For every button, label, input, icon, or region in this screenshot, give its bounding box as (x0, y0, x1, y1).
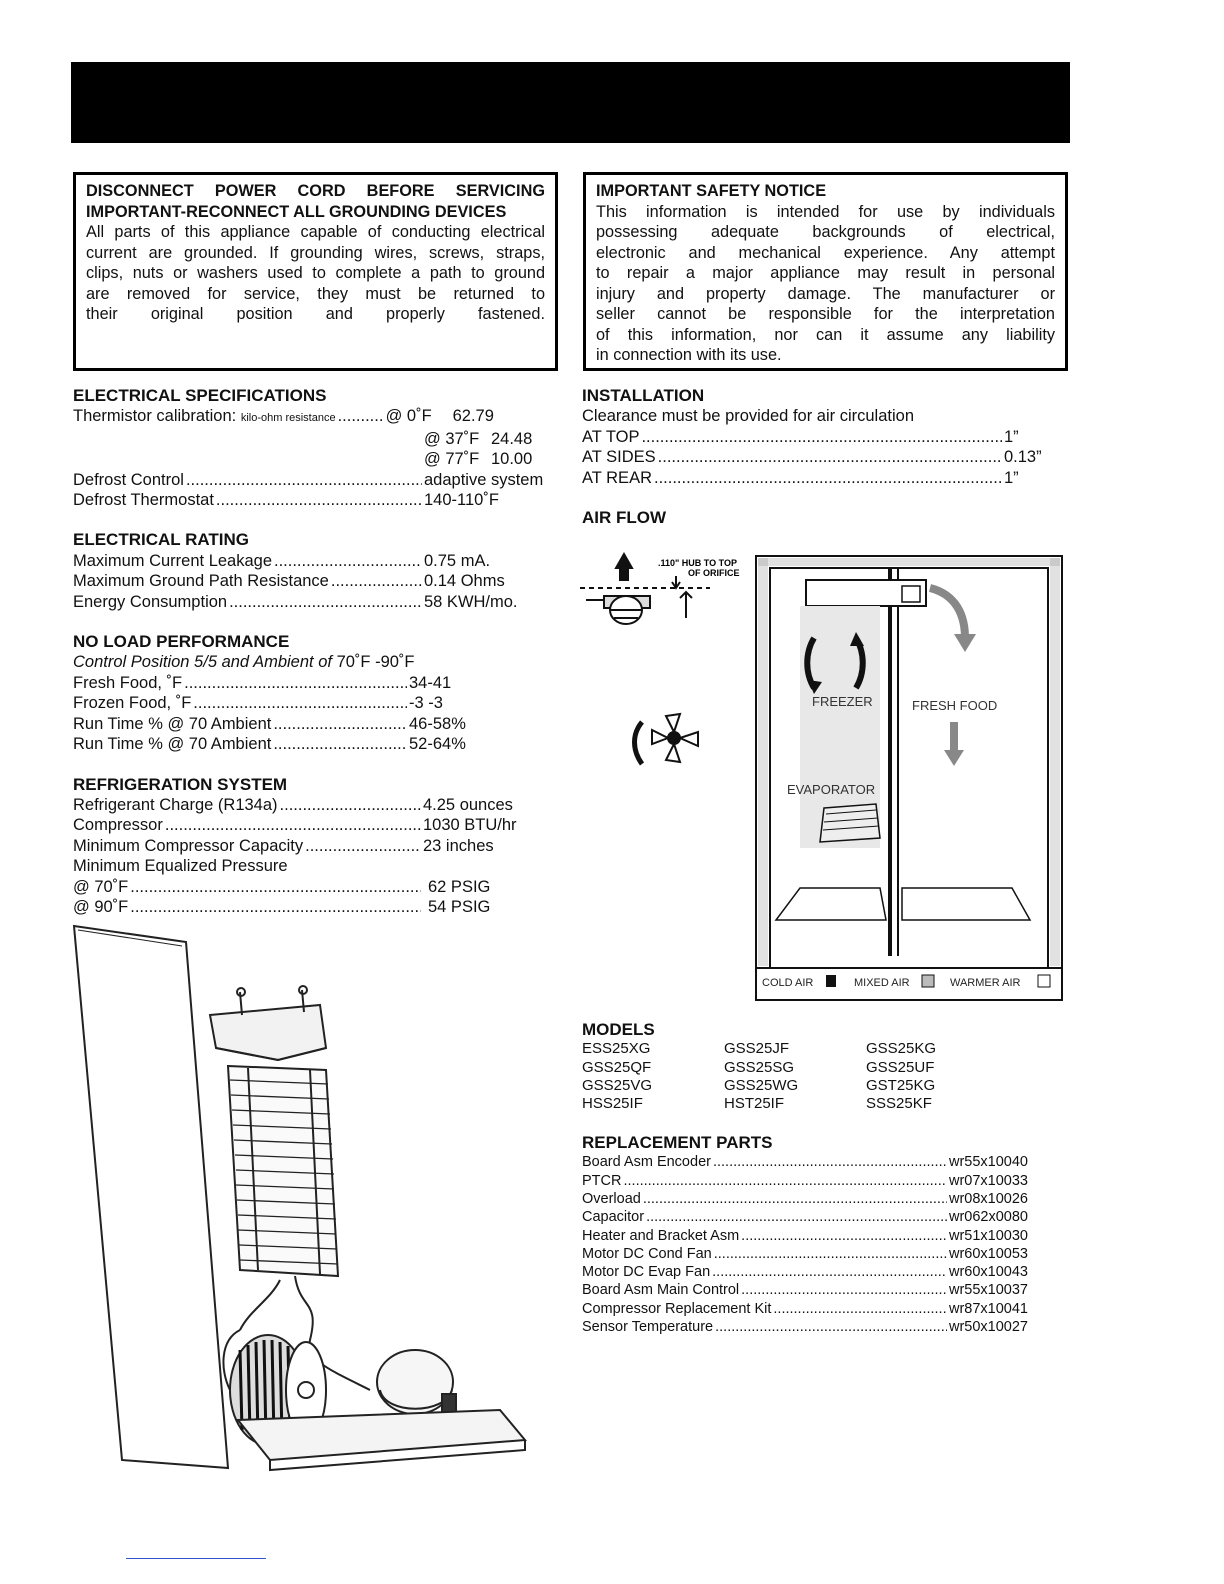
part-row: Motor DC Cond Fan ..... wr60x10053 (582, 1245, 1028, 1263)
safety-notice-body-7: of this information, nor can it assume any liability (596, 325, 1055, 344)
model-item: GSS25SG (724, 1058, 795, 1076)
header-bar (71, 62, 1070, 143)
disconnect-notice-box (73, 172, 558, 371)
spec-row: Run Time % @ 70 Ambient ..... 46-58% (73, 714, 473, 734)
thermistor-value-0: @ 0˚F 62.79 (385, 407, 494, 426)
thermistor-value-2: @ 77˚F 10.00 (424, 450, 533, 469)
model-item: HSS25IF (582, 1095, 643, 1113)
spec-row: Maximum Ground Path Resistance ..... 0.14 Ohms (73, 571, 554, 591)
replacement-parts-title: REPLACEMENT PARTS (582, 1133, 773, 1152)
models-section (582, 1020, 1052, 1114)
clearance-row: AT TOP ..... 1” (582, 427, 1052, 447)
part-row: Board Asm Encoder ..... wr55x10040 (582, 1153, 1028, 1171)
spec-row: Energy Consumption ..... 58 KWH/mo. (73, 592, 554, 612)
notice-left-body-4: are removed for service, they must be returned to (86, 284, 545, 303)
safety-notice-body-6: seller cannot be responsible for the interpretation (596, 305, 1055, 323)
air-flow-diagram (580, 548, 1065, 1003)
legend-cold-swatch (826, 975, 836, 987)
safety-notice-body-4: to repair a major appliance may result in personal (596, 264, 1055, 282)
safety-notice-body-3: electronic and mechanical experience. Any attempt (596, 243, 1055, 262)
installation-section (582, 386, 1052, 528)
part-row: Overload ..... wr08x10026 (582, 1190, 1028, 1208)
part-row: Motor DC Evap Fan ..... wr60x10043 (582, 1263, 1028, 1281)
notice-left-line2: IMPORTANT-RECONNECT ALL GROUNDING DEVICES (86, 202, 507, 221)
safety-notice-body-2: possessing adequate backgrounds of electrical, (596, 223, 1055, 241)
evap-fan-icon (635, 714, 699, 764)
safety-notice-body-1: This information is intended for use by individuals (596, 202, 1055, 221)
models-title: MODELS (582, 1020, 655, 1039)
legend-warmer-swatch (1038, 975, 1050, 987)
thermistor-label: Thermistor calibration: kilo-ohm resistance (73, 407, 336, 426)
notice-left-line1: DISCONNECT POWER CORD BEFORE SERVICING (86, 182, 545, 200)
model-item: ESS25XG (582, 1040, 651, 1058)
spec-row: Maximum Current Leakage ..... 0.75 mA. (73, 551, 554, 571)
safety-notice-body-8: in connection with its use. (596, 346, 782, 364)
spec-row: Fresh Food, ˚F ..... 34-41 (73, 673, 473, 693)
pressure-label: Minimum Equalized Pressure (73, 857, 288, 876)
safety-notice-body-5: injury and property damage. The manufacturer or (596, 284, 1055, 303)
model-item: GST25KG (866, 1077, 936, 1094)
legend-mixed: MIXED AIR (854, 977, 910, 989)
legend-cold: COLD AIR (762, 977, 814, 989)
replacement-parts-section (582, 1133, 1028, 1336)
legend (762, 975, 1050, 989)
thermistor-value-1: @ 37˚F 24.48 (424, 429, 533, 448)
installation-intro: Clearance must be provided for air circulation (582, 407, 914, 426)
spec-row: Defrost Control ..... adaptive system (73, 470, 554, 490)
hub-note-1: .110" HUB TO TOP (658, 558, 737, 568)
thermistor-row (73, 406, 558, 428)
safety-notice-box (583, 172, 1068, 371)
model-item: GSS25WG (724, 1077, 799, 1094)
part-row: Compressor Replacement Kit ..... wr87x10041 (582, 1300, 1028, 1318)
spec-row: Run Time % @ 70 Ambient ..... 52-64% (73, 734, 473, 754)
notice-left-body-5: their original position and properly fastened. (86, 305, 545, 323)
notice-left-body-3: clips, nuts or washers used to complete a path to ground (86, 264, 545, 282)
model-item: GSS25KG (866, 1040, 937, 1058)
electrical-specs-title: ELECTRICAL SPECIFICATIONS (73, 386, 327, 405)
part-row: Capacitor ..... wr062x0080 (582, 1208, 1028, 1226)
electrical-rating-title: ELECTRICAL RATING (73, 530, 249, 550)
model-item: GSS25VG (582, 1077, 653, 1094)
part-row: Board Asm Main Control ..... wr55x10037 (582, 1281, 1028, 1299)
freezer-label: FREEZER (812, 694, 873, 709)
spec-row: Frozen Food, ˚F ..... -3 -3 (73, 693, 473, 713)
condenser-compressor-illustration (70, 920, 540, 1480)
safety-notice-title: IMPORTANT SAFETY NOTICE (596, 182, 827, 200)
spec-row: @ 90˚F ..... 54 PSIG (73, 897, 533, 917)
notice-left-body-1: All parts of this appliance capable of conducting electrical (86, 223, 545, 241)
part-row: Sensor Temperature ..... wr50x10027 (582, 1318, 1028, 1336)
clearance-row: AT SIDES ..... 0.13” (582, 447, 1052, 467)
thermistor-row (73, 449, 558, 469)
model-item: GSS25JF (724, 1040, 790, 1058)
spec-row: Compressor ..... 1030 BTU/hr (73, 815, 533, 835)
footer-rule (126, 1558, 266, 1559)
clearance-row: AT REAR ..... 1” (582, 468, 1052, 488)
installation-title: INSTALLATION (582, 386, 705, 405)
thermistor-row (73, 429, 558, 449)
refrigeration-title: REFRIGERATION SYSTEM (73, 774, 288, 794)
model-item: HST25IF (724, 1095, 785, 1113)
spec-row: Refrigerant Charge (R134a) ..... 4.25 ounces (73, 795, 533, 815)
part-row: Heater and Bracket Asm ..... wr51x10030 (582, 1227, 1028, 1245)
air-flow-title: AIR FLOW (582, 508, 667, 528)
legend-warmer: WARMER AIR (950, 977, 1021, 989)
spec-row: Minimum Compressor Capacity ..... 23 inches (73, 836, 533, 856)
model-item: SSS25KF (866, 1095, 932, 1113)
part-row: PTCR ..... wr07x10033 (582, 1172, 1028, 1190)
model-item: GSS25QF (582, 1058, 652, 1076)
left-column (73, 386, 558, 917)
model-item: GSS25UF (866, 1058, 935, 1076)
hub-note-2: OF ORIFICE (688, 568, 740, 578)
spec-row: @ 70˚F ..... 62 PSIG (73, 877, 533, 897)
spec-row: Defrost Thermostat ..... 140-110˚F (73, 490, 554, 510)
models-grid (582, 1040, 1052, 1113)
evaporator-label: EVAPORATOR (787, 782, 876, 797)
fresh-food-label: FRESH FOOD (912, 698, 998, 713)
evaporator-coil (820, 804, 880, 842)
legend-mixed-swatch (922, 975, 934, 987)
notice-left-body-2: current are grounded. If grounding wires, screws, straps, (86, 243, 545, 262)
fresh-food-airflow-arrow (930, 588, 965, 638)
no-load-title: NO LOAD PERFORMANCE (73, 632, 290, 652)
back-panel-sheet (74, 926, 228, 1468)
no-load-subtitle: Control Position 5/5 and Ambient of 70˚F -90˚F (73, 653, 415, 672)
